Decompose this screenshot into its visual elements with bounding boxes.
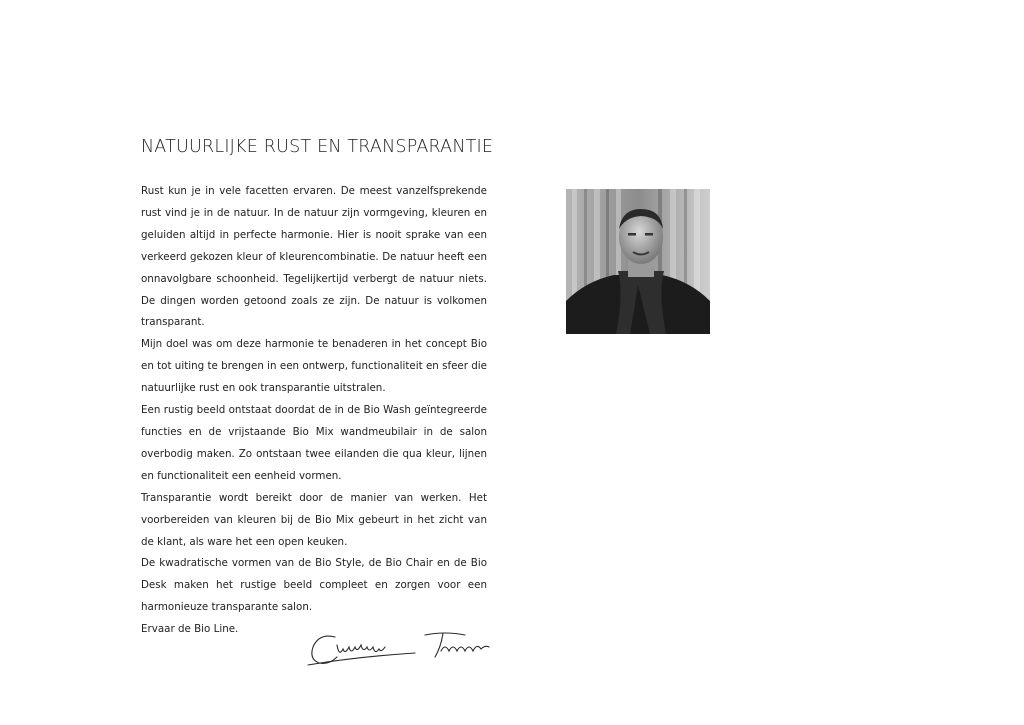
paragraph: Rust kun je in vele facetten ervaren. De meest vanzelfsprekende rust vind je in de natuur. In de natuur zijn vormgeving, kleuren en geluiden altijd in perfecte harmonie. Hier is nooit sprake van een verkeerd gekozen kleur of kleurencombinatie. De natuur heeft een onnavolgbare schoonheid. Tegelijkertijd verbergt de natuur niets. De dingen worden getoond zoals ze zijn. De natuur is volkomen transparant. [141, 185, 487, 329]
paragraph: Ervaar de Bio Line. [141, 623, 239, 636]
page-title: NATUURLIJKE RUST EN TRANSPARANTIE [141, 137, 494, 157]
body-text [141, 181, 487, 641]
paragraph: Mijn doel was om deze harmonie te benaderen in het concept Bio en tot uiting te brengen in een ontwerp, functionaliteit en sfeer die natuurlijke rust en ook transparantie uitstralen. [141, 338, 487, 395]
paragraph: De kwadratische vormen van de Bio Style, de Bio Chair en de Bio Desk maken het rustige beeld compleet en zorgen voor een harmonieuze transparante salon. [141, 557, 487, 614]
signature [305, 627, 495, 673]
paragraph: Transparantie wordt bereikt door de manier van werken. Het voorbereiden van kleuren bij de Bio Mix gebeurt in het zicht van de klant, als ware het een open keuken. [141, 491, 487, 548]
paragraph: Een rustig beeld ontstaat doordat de in de Bio Wash geïntegreerde functies en de vrijstaande Bio Mix wandmeubilair in de salon overbodig maken. Zo ontstaan twee eilanden die qua kleur, lijnen en functionaliteit een eenheid vormen. [141, 404, 487, 482]
portrait-photo [566, 189, 710, 334]
